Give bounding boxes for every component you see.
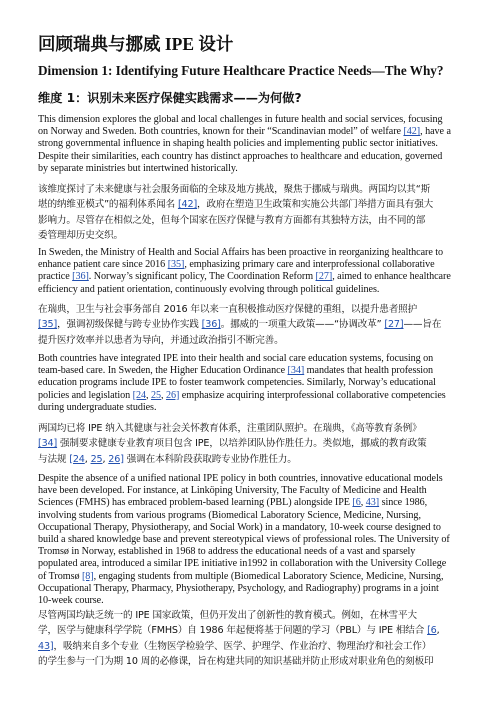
text-run: Occupational Therapy, Physiotherapy, and Social Work) in a mandatory, 10-week course designed to [38, 521, 441, 533]
text-line [38, 365, 462, 377]
text-line [38, 317, 462, 332]
text-run: team-based care. In Sweden, the Higher Education Ordinance [38, 365, 288, 377]
citation-link[interactable]: [36] [201, 319, 221, 331]
text-run: 的学生参与一门为期 10 周的必修课，旨在构建共同的知识基础并防止形成对职业角色的刻板印 [38, 655, 434, 667]
text-line [38, 151, 462, 163]
text-line [38, 390, 462, 402]
citation-link[interactable]: 43] [365, 497, 380, 509]
citation-link[interactable]: [36] [72, 271, 89, 283]
citation-link[interactable]: [24 [69, 453, 85, 465]
text-run: have been developed. For instance, at Linköping University, The Faculty of Medicine and Health [38, 485, 427, 497]
text-run: 提升医疗效率并以患者为导向，并通过政治指引不断完善。 [38, 334, 284, 346]
text-line [38, 595, 462, 607]
text-run: Despite their similarities, each country has distinct approaches to healthcare and education, governed [38, 150, 443, 162]
paragraph-zh-educational-models [38, 608, 462, 669]
citation-link[interactable]: 25 [90, 453, 103, 465]
text-run: 学，医学与健康科学学院（FMHS）自 1986 年起便将基于问题的学习（PBL）与 IPE 相结合 [38, 625, 428, 637]
text-run: Both countries have integrated IPE into their health and social care education systems, focusing on [38, 353, 434, 364]
text-run: of Tromsø [38, 570, 82, 582]
text-line [38, 259, 462, 271]
paragraph-zh-ipe-integration [38, 421, 462, 467]
text-run: , aimed to enhance healthcare [332, 271, 451, 283]
text-line [38, 639, 462, 654]
text-run: Tromsø in Norway, established in 1968 to address the educational needs of a vast and sparsely [38, 546, 416, 558]
text-line [38, 138, 462, 150]
text-line [38, 452, 462, 467]
text-run: 两国均已将 IPE 纳入其健康与社会关怀教育体系，注重团队照护。在瑞典，《高等教育条例》 [38, 423, 422, 434]
text-run: ，政府在塑造卫生政策和实施公共部门举措方面具有强大 [197, 199, 434, 211]
text-run: Despite the absence of a unified national IPE policy in both countries, innovative educational models [38, 473, 443, 484]
text-line [38, 608, 462, 623]
text-line [38, 353, 462, 365]
paragraph-zh-intro [38, 182, 462, 243]
text-run: education programs include IPE to foster teamwork competencies. Similarly, Norway’s educational [38, 377, 436, 389]
paragraph-zh-sweden-norway-policy [38, 302, 462, 348]
citation-link[interactable]: [35] [38, 319, 58, 331]
text-run: Occupational Therapy, Pharmacy, Physiotherapy, Psychology, and Radiography) programs in a joint [38, 582, 439, 594]
text-line [38, 377, 462, 389]
text-line [38, 182, 462, 197]
text-line [38, 473, 462, 485]
text-run: ，吸纳来自多个专业（生物医学检验学、医学、护理学、作业治疗、物理治疗和社会工作） [53, 640, 432, 652]
text-line [38, 228, 462, 243]
text-run: , [360, 497, 366, 509]
citation-link[interactable]: [34] [287, 365, 305, 377]
text-run: mandates that health profession [304, 365, 434, 377]
citation-link[interactable]: [27] [315, 271, 333, 283]
text-run: strong governmental influence in shaping health policies and implementing public sector initiatives. [38, 138, 438, 150]
text-line [38, 510, 462, 522]
text-run: 强制要求健康专业教育项目包含 IPE，以培养团队协作胜任力。类似地，挪威的教育政策 [57, 438, 427, 450]
paragraph-en-sweden-norway-policy [38, 247, 462, 296]
text-run: build a shared knowledge base and prevent stereotypical views of professional roles. The University of [38, 534, 450, 546]
text-line [38, 654, 462, 669]
text-line [38, 534, 462, 546]
text-run: , [84, 453, 91, 465]
text-line [38, 571, 462, 583]
text-line [38, 436, 462, 451]
citation-link[interactable]: [42] [403, 126, 421, 138]
text-line [38, 247, 462, 259]
text-line [38, 421, 462, 436]
citation-link[interactable]: 43] [38, 640, 54, 652]
text-run: involving students from various programs (Biomedical Laboratory Science, Medicine, Nursing, [38, 509, 421, 521]
text-line [38, 333, 462, 348]
text-run: on Norway and Sweden. Both countries, known for their “Scandinavian model” of welfare [38, 126, 404, 138]
text-run: ——旨在 [403, 319, 442, 331]
text-run: populated area, introduced a similar IPE initiative in1992 in collaboration with the University College [38, 558, 447, 570]
page-title: 回顾瑞典与挪威 IPE 设计 [38, 34, 234, 54]
text-run: 尽管两国均缺乏统一的 IPE 国家政策，但仍开发出了创新性的教育模式。例如，在林雪平大 [38, 610, 417, 621]
text-run: , have a [420, 126, 451, 138]
text-run: 与法规 [38, 453, 70, 465]
text-line [38, 623, 462, 638]
text-run: 。挪威的一项重大政策——“协调改革” [220, 319, 385, 331]
citation-link[interactable]: [42] [177, 199, 198, 211]
citation-link[interactable]: [34] [38, 438, 58, 450]
text-run: 强调在本科阶段获取跨专业协作胜任力。 [123, 453, 297, 465]
text-line [38, 126, 462, 138]
text-run: , [436, 625, 440, 637]
text-line [38, 485, 462, 497]
text-run: 堪的纳维亚模式”的福利体系闻名 [38, 199, 178, 211]
text-run: . Norway’s significant policy, The Coordination Reform [88, 271, 316, 283]
text-line [38, 114, 462, 126]
text-run: This dimension explores the global and local challenges in future health and social services, focusing [38, 114, 443, 125]
citation-link[interactable]: 25 [150, 389, 161, 401]
text-run: 10-week course. [38, 595, 104, 607]
text-line [38, 583, 462, 595]
text-run: emphasize acquiring interprofessional collaborative competencies [179, 389, 446, 401]
text-run: efficiency and patient orientation, continuously evolving through political guidelines. [38, 283, 380, 295]
text-run: policies and legislation [38, 389, 133, 401]
text-line [38, 302, 462, 317]
text-run: 该维度探讨了未来健康与社会服务面临的全球及地方挑战，聚焦于挪威与瑞典。两国均以其“斯 [38, 184, 431, 195]
text-run: by separate ministries but intertwined historically. [38, 162, 238, 174]
paragraph-en-intro [38, 114, 462, 175]
paragraph-en-ipe-integration [38, 353, 462, 414]
text-run: , [146, 389, 151, 401]
text-run: ，强调初级保健与跨专业协作实践 [57, 319, 202, 331]
text-line [38, 197, 462, 212]
text-run: , [161, 389, 166, 401]
text-run: since 1986, [379, 497, 428, 509]
text-run: , emphasizing primary care and interprofessional collaborative [184, 259, 435, 271]
text-line [38, 213, 462, 228]
citation-link[interactable]: [24 [132, 389, 146, 401]
text-run: 委管理却历史交织。 [38, 229, 123, 241]
text-line [38, 558, 462, 570]
text-line [38, 163, 462, 175]
text-run: Sciences (FMHS) has embraced problem-based learning (PBL) alongside IPE [38, 497, 353, 509]
text-run: practice [38, 271, 73, 283]
citation-link[interactable]: [6 [427, 625, 437, 637]
citation-link[interactable]: [8] [81, 570, 94, 582]
text-line [38, 497, 462, 509]
text-run: , [102, 453, 109, 465]
text-line [38, 284, 462, 296]
citation-link[interactable]: 26] [165, 389, 180, 401]
citation-link[interactable]: [6 [352, 497, 361, 509]
text-run: In Sweden, the Ministry of Health and Social Affairs has been proactive in reorganizing healthcare to [38, 247, 444, 258]
citation-link[interactable]: 26] [108, 453, 124, 465]
citation-link[interactable]: [35] [167, 259, 185, 271]
text-run: enhance patient care since 2016 [38, 259, 168, 271]
paragraph-en-educational-models [38, 473, 462, 607]
text-run: , engaging students from multiple (Biomedical Laboratory Science, Medicine, Nursing, [93, 570, 444, 582]
section-heading-en: Dimension 1: Identifying Future Healthcare Practice Needs—The Why? [38, 63, 444, 78]
text-line [38, 522, 462, 534]
text-run: during undergraduate studies. [38, 401, 157, 413]
citation-link[interactable]: [27] [384, 319, 404, 331]
text-line [38, 402, 462, 414]
text-line [38, 546, 462, 558]
text-run: 影响力。尽管存在相似之处，但每个国家在医疗保健与教育方面都有其独特方法，由不同的部 [38, 214, 426, 226]
text-run: 在瑞典，卫生与社会事务部自 2016 年以来一直积极推动医疗保健的重组，以提升患者照护 [38, 304, 418, 315]
text-line [38, 271, 462, 283]
section-heading-zh: 维度 1：识别未来医疗保健实践需求——为何做? [38, 91, 302, 105]
